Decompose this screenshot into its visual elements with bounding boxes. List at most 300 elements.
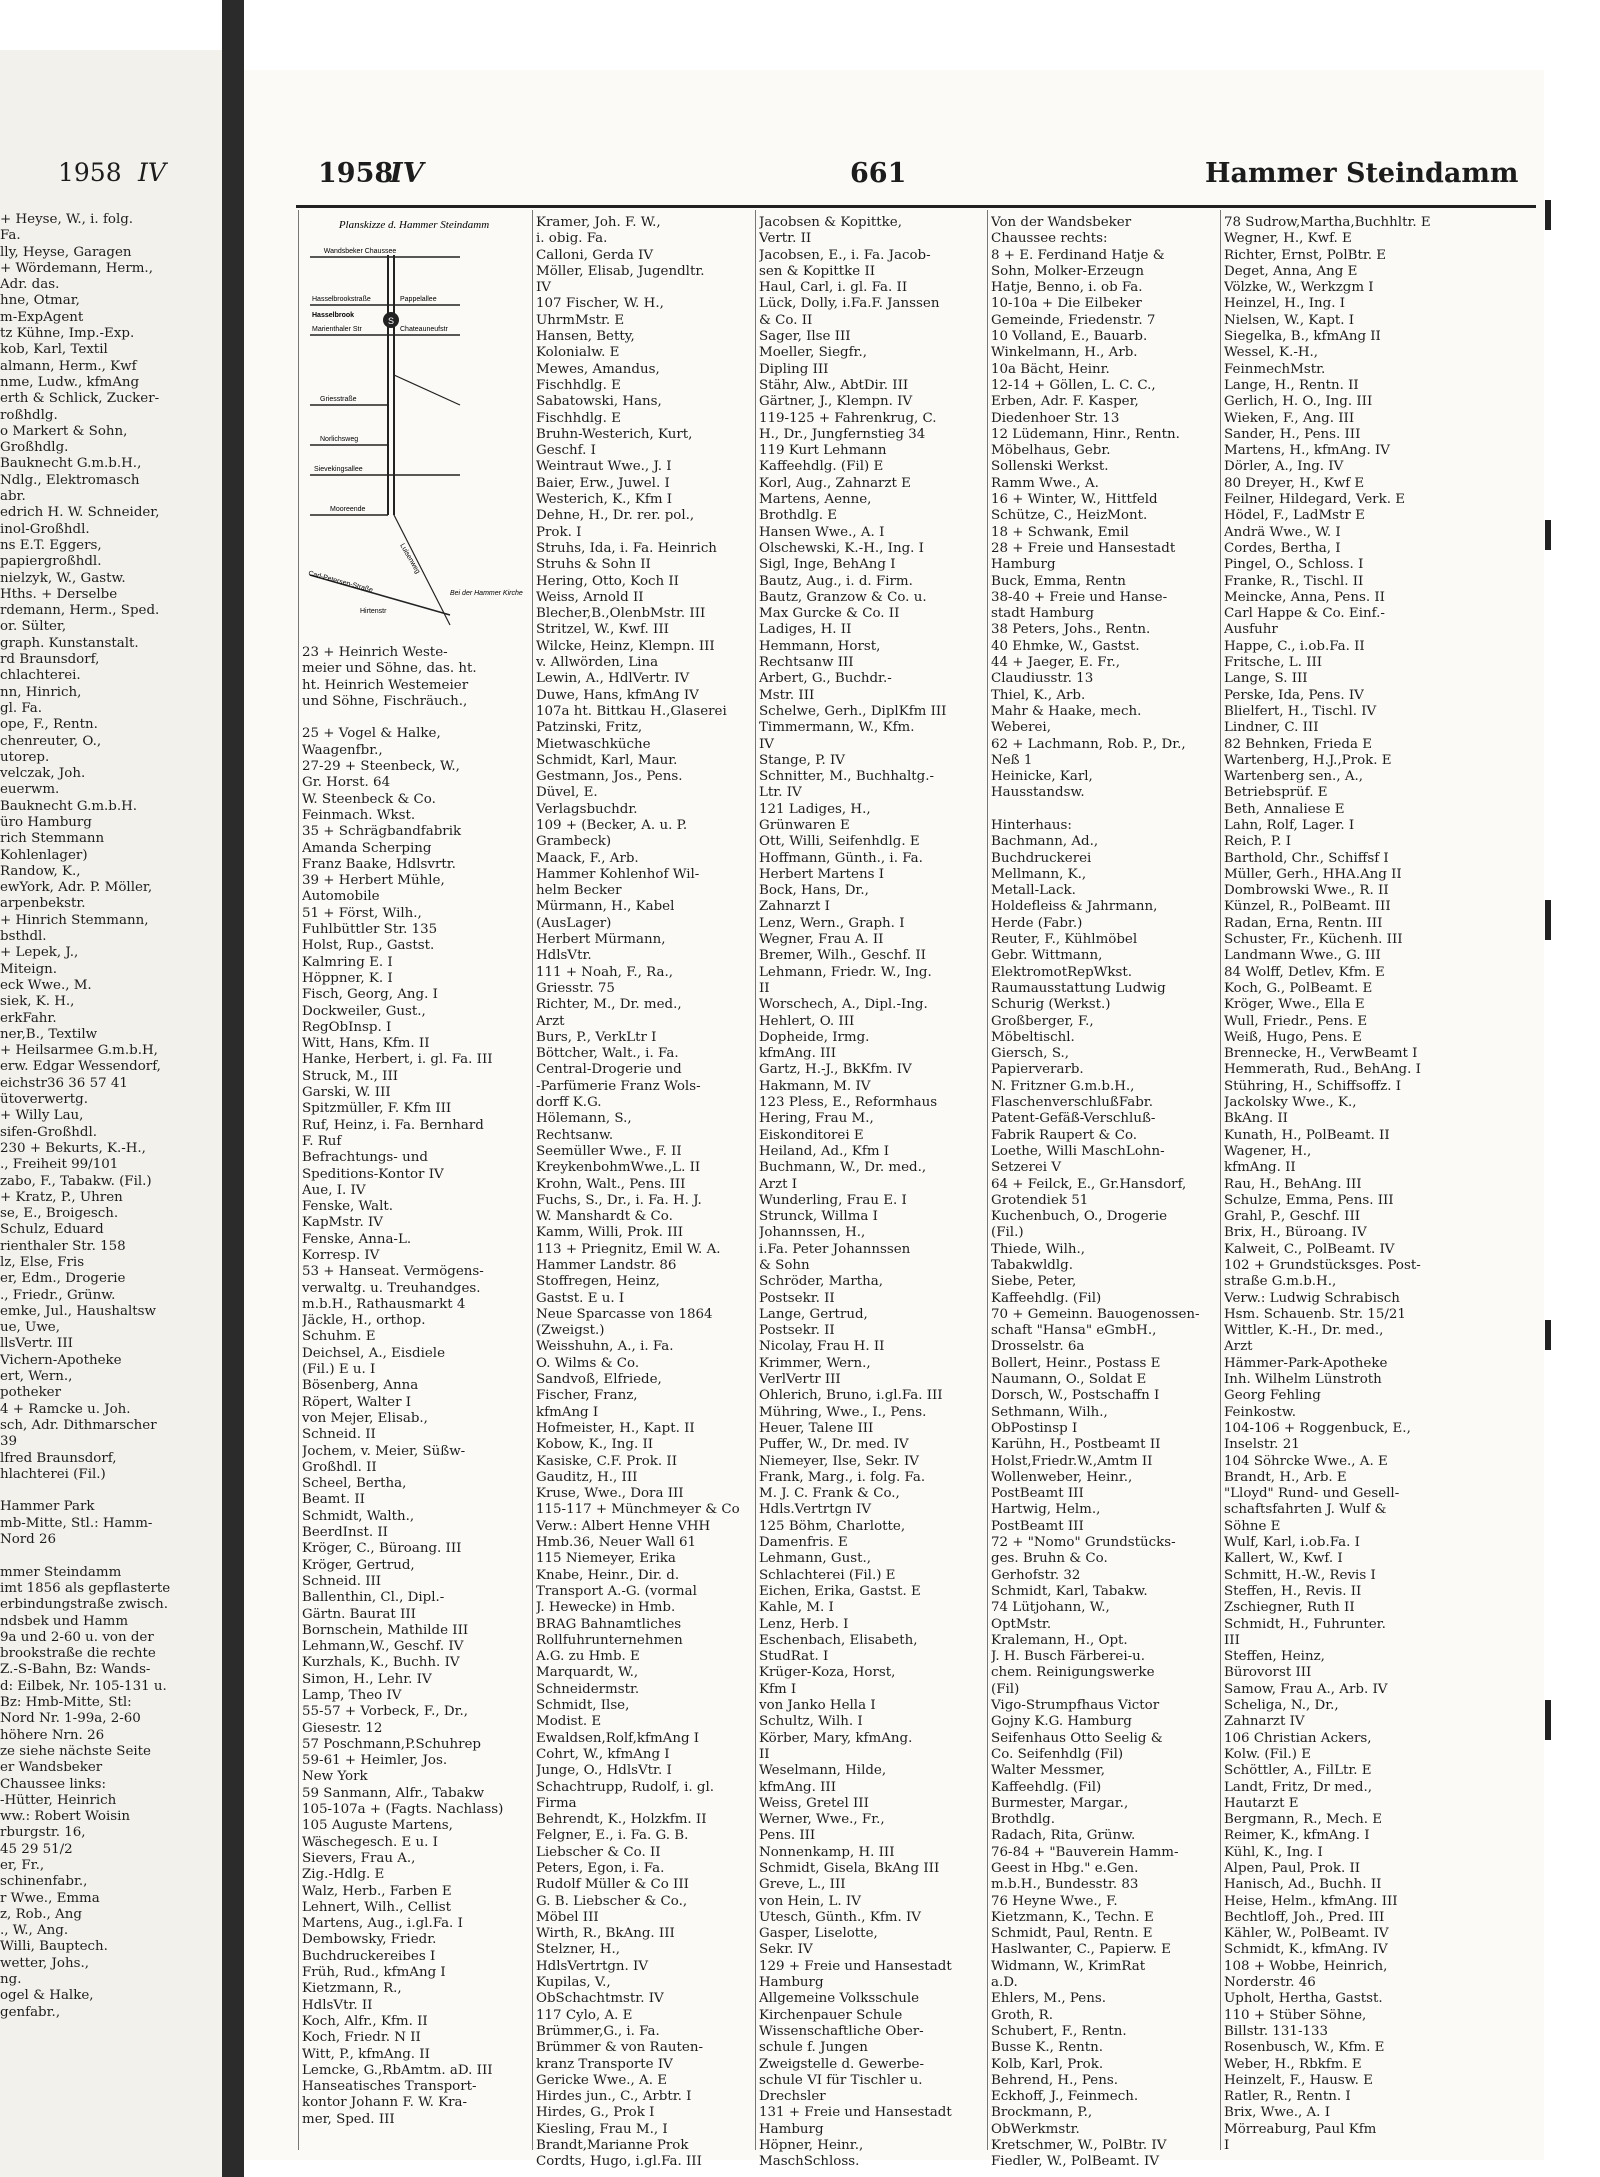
directory-entry: Hamburg xyxy=(759,2121,824,2137)
directory-entry: Dehne, H., Dr. rer. pol., xyxy=(536,508,695,524)
directory-entry: Gärtn. Baurat III xyxy=(302,1606,416,1622)
directory-entry: Rechtsanw. xyxy=(536,1127,614,1143)
directory-entry: Brockmann, P., xyxy=(991,2105,1093,2121)
directory-entry: Seemüller Wwe., F. II xyxy=(536,1143,682,1159)
directory-entry: (Fil) xyxy=(991,1681,1020,1697)
directory-entry: Dorsch, W., Postschaffn I xyxy=(991,1388,1160,1404)
directory-entry: ElektromotRepWkst. xyxy=(991,964,1133,980)
directory-entry: 9a und 2-60 u. von der xyxy=(0,1629,154,1645)
directory-entry: Weintraut Wwe., J. I xyxy=(536,459,672,475)
directory-entry: Schröder, Martha, xyxy=(759,1274,884,1290)
directory-entry: PostBeamt III xyxy=(991,1518,1084,1534)
directory-entry: Schurig (Werkst.) xyxy=(991,997,1111,1013)
directory-entry: 119-125 + Fahrenkrug, C. xyxy=(759,410,937,426)
directory-entry: + Wördemann, Herm., xyxy=(0,260,153,276)
directory-entry: Gasper, Liselotte, xyxy=(759,1926,878,1942)
directory-entry: ns E.T. Eggers, xyxy=(0,537,102,553)
directory-entry: Kruse, Wwe., Dora III xyxy=(536,1486,684,1502)
directory-entry: Maack, F., Arb. xyxy=(536,850,639,866)
directory-entry: Grambeck) xyxy=(536,834,612,850)
directory-entry: rburgstr. 16, xyxy=(0,1825,86,1841)
directory-entry: kob, Karl, Textil xyxy=(0,342,108,358)
directory-entry: Gärtner, J., Klempn. IV xyxy=(759,394,913,410)
directory-entry: Kaffeehdlg. (Fil) E xyxy=(759,459,884,475)
directory-entry: Heinzelt, F., Hausw. E xyxy=(1224,2072,1373,2088)
directory-entry: rd Braunsdorf, xyxy=(0,652,100,668)
page-number: 661 xyxy=(850,158,907,189)
directory-entry: ue, Uwe, xyxy=(0,1320,60,1336)
directory-entry: ., W., Ang. xyxy=(0,1923,69,1939)
directory-entry: sifen-Großhdl. xyxy=(0,1124,98,1140)
directory-entry: Mühring, Wwe., I., Pens. xyxy=(759,1404,927,1420)
directory-entry xyxy=(991,802,1217,818)
directory-entry: Jackolsky Wwe., K., xyxy=(1224,1095,1357,1111)
directory-entry: 45 29 51/2 xyxy=(0,1841,73,1857)
directory-entry: Grünwaren E xyxy=(759,817,850,833)
directory-entry: erbindungstraße zwisch. xyxy=(0,1597,169,1613)
directory-entry: J. Hewecke) in Hmb. xyxy=(536,1600,676,1616)
directory-entry: Schultz, Wilh. I xyxy=(759,1714,863,1730)
directory-entry: 25 + Vogel & Halke, xyxy=(302,726,441,742)
directory-entry: Hamburg xyxy=(759,1975,824,1991)
directory-entry: II xyxy=(759,1746,770,1762)
directory-entry: Cohrt, W., kfmAng I xyxy=(536,1746,670,1762)
directory-entry: Franke, R., Tischl. II xyxy=(1224,573,1364,589)
directory-entry: Koch, G., PolBeamt. E xyxy=(1224,980,1373,996)
directory-entry: d: Eilbek, Nr. 105-131 u. xyxy=(0,1678,167,1694)
directory-entry: Eichen, Erika, Gastst. E xyxy=(759,1583,921,1599)
directory-entry: nn, Hinrich, xyxy=(0,684,82,700)
directory-entry: Wegner, Frau A. II xyxy=(759,932,884,948)
directory-entry: Struhs, Ida, i. Fa. Heinrich xyxy=(536,540,717,556)
directory-entry: Weisshuhn, A., i. Fa. xyxy=(536,1339,674,1355)
directory-entry: 108 + Wobbe, Heinrich, xyxy=(1224,1958,1388,1974)
directory-entry: Modist. E xyxy=(536,1714,602,1730)
directory-entry: Spitzmüller, F. Kfm III xyxy=(302,1101,452,1117)
sketch-label: Bei der Hammer Kirche xyxy=(450,590,523,597)
directory-entry: Widmann, W., KrimRat xyxy=(991,1958,1146,1974)
directory-entry: Düvel, E. xyxy=(536,785,598,801)
directory-entry: Jäckle, H., orthop. xyxy=(302,1313,426,1329)
directory-entry: Feinkostw. xyxy=(1224,1404,1296,1420)
directory-entry: Walz, Herb., Farben E xyxy=(302,1883,452,1899)
directory-entry: von Hein, L. IV xyxy=(759,1893,861,1909)
directory-entry: Siebe, Peter, xyxy=(991,1274,1077,1290)
edge-mark xyxy=(1545,1320,1551,1350)
directory-entry: Fenske, Walt. xyxy=(302,1199,394,1215)
directory-entry: Sander, H., Pens. III xyxy=(1224,426,1361,442)
directory-entry: Schlachterei (Fil.) E xyxy=(759,1567,896,1583)
directory-entry: Lehmann, Gust., xyxy=(759,1551,871,1567)
directory-entry: Hering, Otto, Koch II xyxy=(536,573,679,589)
directory-entry: Naumann, O., Soldat E xyxy=(991,1372,1147,1388)
directory-entry: chlachterei. xyxy=(0,668,81,684)
sketch-label: Carl-Petersen-Straße xyxy=(307,570,374,595)
directory-entry: Gebr. Wittmann, xyxy=(991,948,1103,964)
directory-entry: Herbert Martens I xyxy=(759,866,884,882)
directory-entry: Kfm I xyxy=(759,1681,797,1697)
directory-entry: M. J. C. Frank & Co., xyxy=(759,1486,900,1502)
directory-entry: kfmAng. III xyxy=(759,1779,837,1795)
directory-entry: Feilner, Hildegard, Verk. E xyxy=(1224,492,1405,508)
directory-entry: Bz: Hmb-Mitte, Stl: xyxy=(0,1695,132,1711)
directory-entry: Wunderling, Frau E. I xyxy=(759,1192,907,1208)
directory-entry: Drosselstr. 6a xyxy=(991,1339,1085,1355)
directory-entry: Ladiges, H. II xyxy=(759,622,852,638)
directory-entry: Röpert, Walter I xyxy=(302,1394,412,1410)
directory-entry: Dörler, A., Ing. IV xyxy=(1224,459,1344,475)
directory-entry: Dopheide, Irmg. xyxy=(759,1029,870,1045)
directory-entry: 129 + Freie und Hansestadt xyxy=(759,1958,952,1974)
directory-entry: 10 Volland, E., Bauarb. xyxy=(991,329,1148,345)
directory-entry: kfmAng I xyxy=(536,1404,599,1420)
directory-entry: Heiland, Ad., Kfm I xyxy=(759,1143,890,1159)
directory-entry: rdemann, Herm., Sped. xyxy=(0,603,160,619)
directory-entry: ObSchachtmstr. IV xyxy=(536,1991,664,2007)
directory-entry: Zweigstelle d. Gewerbe- xyxy=(759,2056,924,2072)
directory-entry: Gr. Horst. 64 xyxy=(302,775,391,791)
directory-entry: Wissenschaftliche Ober- xyxy=(759,2023,924,2039)
directory-entry: Ohlerich, Bruno, i.gl.Fa. III xyxy=(759,1388,943,1404)
directory-entry: ., Friedr., Grünw. xyxy=(0,1287,116,1303)
directory-entry: Randow, K., xyxy=(0,863,81,879)
directory-entry: Schmitt, H.-W., Revis I xyxy=(1224,1567,1376,1583)
directory-entry: Rau, H., BehAng. III xyxy=(1224,1176,1362,1192)
directory-entry: üro Hamburg xyxy=(0,814,92,830)
directory-entry: Cordts, Hugo, i.gl.Fa. III xyxy=(536,2154,702,2170)
directory-entry: Holst, Rup., Gastst. xyxy=(302,938,435,954)
directory-entry: Z.-S-Bahn, Bz: Wands- xyxy=(0,1662,151,1678)
directory-entry: arpenbekstr. xyxy=(0,896,86,912)
directory-entry: Kohlenlager) xyxy=(0,847,88,863)
directory-entry: 110 + Stüber Söhne, xyxy=(1224,2007,1367,2023)
directory-entry: velczak, Joh. xyxy=(0,766,86,782)
directory-entry: Damenfris. E xyxy=(759,1535,848,1551)
directory-entry: siek, K. H., xyxy=(0,994,75,1010)
directory-entry: Wirth, R., BkAng. III xyxy=(536,1926,675,1942)
directory-entry: Greve, L., III xyxy=(759,1877,846,1893)
directory-entry: Möller, Elisab, Jugendltr. xyxy=(536,263,705,279)
directory-entry: Witt, Hans, Kfm. II xyxy=(302,1036,430,1052)
directory-entry: New York xyxy=(302,1769,368,1785)
directory-entry: Schmidt, Karl, Tabakw. xyxy=(991,1583,1148,1599)
directory-entry: Schelwe, Gerh., DiplKfm III xyxy=(759,703,947,719)
directory-entry: Landt, Fritz, Dr med., xyxy=(1224,1779,1372,1795)
directory-entry: Martens, H., kfmAng. IV xyxy=(1224,443,1390,459)
directory-entry: Sigl, Inge, BehAng I xyxy=(759,557,896,573)
directory-entry: VerlVertr III xyxy=(759,1372,841,1388)
directory-entry: 53 + Hanseat. Vermögens- xyxy=(302,1264,484,1280)
directory-entry: Kiesling, Frau M., I xyxy=(536,2121,668,2137)
directory-entry: 39 xyxy=(0,1434,18,1450)
directory-entry: Bauknecht G.m.b.H. xyxy=(0,798,138,814)
directory-entry: Völzke, W., Werkzgm I xyxy=(1224,280,1374,296)
directory-entry: abr. xyxy=(0,489,26,505)
directory-entry: potheker xyxy=(0,1385,62,1401)
directory-entry: Heinzel, H., Ing. I xyxy=(1224,296,1346,312)
directory-entry: Behrend, H., Pens. xyxy=(991,2072,1118,2088)
directory-entry: O. Wilms & Co. xyxy=(536,1355,640,1371)
directory-entry: RegObInsp. I xyxy=(302,1019,392,1035)
directory-entry: Neß 1 xyxy=(991,752,1033,768)
directory-entry: Richter, M., Dr. med., xyxy=(536,997,682,1013)
scan-edge xyxy=(1544,0,1600,2177)
directory-entry: Rosenbusch, W., Kfm. E xyxy=(1224,2040,1385,2056)
directory-entry: zabo, F., Tabakw. (Fil.) xyxy=(0,1173,152,1189)
directory-entry: sch, Adr. Dithmarscher xyxy=(0,1417,157,1433)
directory-entry: Mürmann, H., Kabel xyxy=(536,899,675,915)
directory-entry: Kühl, K., Ing. I xyxy=(1224,1844,1323,1860)
directory-entry: Diedenhoer Str. 13 xyxy=(991,410,1120,426)
directory-entry: Arzt xyxy=(536,1013,565,1029)
directory-entry: kontor Johann F. W. Kra- xyxy=(302,2095,468,2111)
directory-entry: Gartz, H.-J., BkKfm. IV xyxy=(759,1062,912,1078)
directory-entry: Nord Nr. 1-99a, 2-60 xyxy=(0,1711,141,1727)
directory-entry: Kunath, H., PolBeamt. II xyxy=(1224,1127,1390,1143)
directory-entry: Heise, Helm., kfmAng. III xyxy=(1224,1893,1398,1909)
directory-entry: Eiskonditorei E xyxy=(759,1127,864,1143)
directory-entry: m-ExpAgent xyxy=(0,309,84,325)
directory-entry: KreykenbohmWwe.,L. II xyxy=(536,1160,701,1176)
directory-entry: Hmb.36, Neuer Wall 61 xyxy=(536,1535,697,1551)
directory-entry: 35 + Schrägbandfabrik xyxy=(302,824,462,840)
directory-entry: Seifenhaus Otto Seelig & xyxy=(991,1730,1163,1746)
directory-entry: und Söhne, Fischräuch., xyxy=(302,693,468,709)
directory-entry: kfmAng. II xyxy=(1224,1160,1296,1176)
directory-entry: + Heyse, W., i. folg. xyxy=(0,212,134,227)
directory-entry: Stange, P. IV xyxy=(759,752,845,768)
directory-entry: Hammer Kohlenhof Wil- xyxy=(536,866,700,882)
street-heading: Hammer Steindamm xyxy=(1205,158,1519,189)
directory-entry: Schneid. II xyxy=(302,1427,376,1443)
edge-mark xyxy=(1545,520,1551,550)
directory-entry: höhere Nrn. 26 xyxy=(0,1727,105,1743)
directory-entry: m.b.H., Rathausmarkt 4 xyxy=(302,1296,466,1312)
directory-entry: ert, Wern., xyxy=(0,1369,73,1385)
directory-entry: Hemmerath, Rud., BehAng. I xyxy=(1224,1062,1421,1078)
directory-entry: (Zweigst.) xyxy=(536,1323,605,1339)
directory-entry: Hatje, Benno, i. ob Fa. xyxy=(991,280,1143,296)
directory-entry: ze siehe nächste Seite xyxy=(0,1743,151,1759)
directory-entry: bsthdl. xyxy=(0,929,47,945)
directory-entry: HdlsVtr. II xyxy=(302,1997,373,2013)
right-header-year: 1958 xyxy=(318,158,394,189)
directory-entry: Transport A.-G. (vormal xyxy=(536,1583,697,1599)
directory-entry: Weberei, xyxy=(991,720,1051,736)
sketch-label: Luisenweg xyxy=(398,542,422,575)
directory-entry: Schmidt, Karl, Maur. xyxy=(536,752,678,768)
directory-entry: Heuer, Talene III xyxy=(759,1420,874,1436)
directory-entry: Söhne E xyxy=(1224,1518,1281,1534)
directory-entry: Dipling III xyxy=(759,361,829,377)
sketch-label: Griesstraße xyxy=(320,396,357,403)
directory-entry: Sohn, Molker-Erzeugn xyxy=(991,263,1144,279)
directory-entry: Bollert, Heinr., Postass E xyxy=(991,1355,1161,1371)
directory-entry: N. Fritzner G.m.b.H., xyxy=(991,1078,1135,1094)
directory-entry: Adr. das. xyxy=(0,277,60,293)
directory-entry: Lewin, A., HdlVertr. IV xyxy=(536,671,690,687)
directory-entry: Postsekr. II xyxy=(759,1323,835,1339)
directory-entry: lly, Heyse, Garagen xyxy=(0,244,132,260)
directory-entry: Kolb, Karl, Prok. xyxy=(991,2056,1104,2072)
directory-entry: Buchdruckerei xyxy=(991,850,1092,866)
directory-entry: almann, Herm., Kwf xyxy=(0,358,137,374)
directory-entry: Dembowsky, Friedr. xyxy=(302,1932,437,1948)
directory-entry: III xyxy=(1224,1632,1240,1648)
directory-entry: II xyxy=(759,980,770,996)
directory-entry: i. obig. Fa. xyxy=(536,231,608,247)
directory-entry: (Fil.) xyxy=(991,1225,1024,1241)
directory-entry: Ballenthin, Cl., Dipl.- xyxy=(302,1590,445,1606)
directory-entry: Hartwig, Helm., xyxy=(991,1502,1101,1518)
directory-entry: -Hütter, Heinrich xyxy=(0,1792,117,1808)
directory-entry: Moeller, Siegfr., xyxy=(759,345,867,361)
directory-entry: z, Rob., Ang xyxy=(0,1906,82,1922)
sketch-label: Mooreende xyxy=(330,506,366,513)
directory-entry: Verw.: Ludwig Schrabisch xyxy=(1224,1290,1400,1306)
directory-entry: Hanke, Herbert, i. gl. Fa. III xyxy=(302,1052,493,1068)
directory-entry: Wittler, K.-H., Dr. med., xyxy=(1224,1323,1384,1339)
directory-entry: HdlsVtr. xyxy=(536,948,592,964)
directory-entry: lz, Else, Fris xyxy=(0,1255,85,1270)
directory-entry: W. Steenbeck & Co. xyxy=(302,791,436,807)
directory-entry: Böttcher, Walt., i. Fa. xyxy=(536,1046,679,1062)
directory-entry: Kupilas, V., xyxy=(536,1975,611,1991)
directory-entry: ObWerkmstr. xyxy=(991,2121,1080,2137)
directory-entry: Mahr & Haake, mech. xyxy=(991,703,1142,719)
directory-entry: Bauknecht G.m.b.H., xyxy=(0,456,142,472)
directory-entry: Werner, Wwe., Fr., xyxy=(759,1812,885,1828)
directory-entry: Krohn, Walt., Pens. III xyxy=(536,1176,686,1192)
directory-entry: Kallert, W., Kwf. I xyxy=(1224,1551,1343,1567)
directory-entry: Lenz, Herb. I xyxy=(759,1616,849,1632)
directory-entry: Frank, Marg., i. folg. Fa. xyxy=(759,1469,926,1485)
directory-entry: 16 + Winter, W., Hittfeld xyxy=(991,492,1158,508)
directory-entry: Gauditz, H., III xyxy=(536,1469,638,1485)
directory-entry: Scheliga, N., Dr., xyxy=(1224,1698,1339,1714)
directory-entry: Carl Happe & Co. Einf.- xyxy=(1224,606,1385,622)
directory-entry: Gerhofstr. 32 xyxy=(991,1567,1081,1583)
directory-entry: Schneid. III xyxy=(302,1573,382,1589)
directory-entry: Schubert, F., Rentn. xyxy=(991,2023,1127,2039)
directory-entry: 4 + Ramcke u. Joh. xyxy=(0,1401,131,1417)
directory-entry: brookstraße die rechte xyxy=(0,1646,156,1662)
directory-entry: Künzel, R., PolBeamt. III xyxy=(1224,899,1391,915)
directory-entry: Kalmring E. I xyxy=(302,954,393,970)
edge-mark xyxy=(1545,1700,1551,1740)
directory-entry: I xyxy=(1224,2138,1230,2154)
directory-entry: tz Kühne, Imp.-Exp. xyxy=(0,326,135,342)
directory-entry: v. Allwörden, Lina xyxy=(536,655,659,671)
directory-entry: H., Dr., Jungfernstieg 34 xyxy=(759,426,926,442)
directory-entry: Bergmann, R., Mech. E xyxy=(1224,1812,1383,1828)
directory-entry: Dombrowski Wwe., R. II xyxy=(1224,883,1389,899)
directory-column-2 xyxy=(536,215,752,2171)
directory-entry: Rollfuhrunternehmen xyxy=(536,1632,683,1648)
directory-entry: Bornschein, Mathilde III xyxy=(302,1622,469,1638)
directory-entry: Zig.-Hdlg. E xyxy=(302,1867,385,1883)
directory-entry: Pingel, O., Schloss. I xyxy=(1224,557,1364,573)
directory-entry: OptMstr. xyxy=(991,1616,1052,1632)
directory-entry: Marquardt, W., xyxy=(536,1665,639,1681)
directory-entry: ewYork, Adr. P. Möller, xyxy=(0,880,153,896)
column-divider xyxy=(298,210,299,2150)
directory-entry: Koch, Friedr. N II xyxy=(302,2030,421,2046)
directory-entry: Körber, Mary, kfmAng. xyxy=(759,1730,913,1746)
directory-entry: ütoverwertg. xyxy=(0,1092,88,1108)
directory-entry: Möbelhaus, Gebr. xyxy=(991,443,1111,459)
directory-entry: Schnitter, M., Buchhaltg.- xyxy=(759,769,935,785)
directory-entry: Lange, Gertrud, xyxy=(759,1306,868,1322)
directory-entry: Wollenweber, Heinr., xyxy=(991,1469,1133,1485)
directory-entry: Mörreaburg, Paul Kfm xyxy=(1224,2121,1377,2137)
directory-entry: Wieken, F., Ang. III xyxy=(1224,410,1355,426)
directory-entry: Kietzmann, K., Techn. E xyxy=(991,1909,1154,1925)
directory-entry: Puffer, W., Dr. med. IV xyxy=(759,1437,909,1453)
directory-entry: 64 + Feilck, E., Gr.Hansdorf, xyxy=(991,1176,1187,1192)
directory-entry: Speditions-Kontor IV xyxy=(302,1166,444,1182)
column-divider xyxy=(987,210,988,2150)
directory-entry: Hakmann, M. IV xyxy=(759,1078,871,1094)
directory-entry: Walter Messmer, xyxy=(991,1763,1106,1779)
directory-entry: Korl, Aug., Zahnarzt E xyxy=(759,475,911,491)
directory-entry: 59 Sanmann, Alfr., Tabakw xyxy=(302,1785,485,1801)
directory-entry: Korresp. IV xyxy=(302,1247,380,1263)
directory-entry: Johannssen, H., xyxy=(759,1225,866,1241)
directory-entry: Prok. I xyxy=(536,524,582,540)
directory-entry: W. Manshardt & Co. xyxy=(536,1209,673,1225)
directory-entry: rich Stemmann xyxy=(0,831,105,847)
directory-entry: Schuhm. E xyxy=(302,1329,376,1345)
directory-entry: 107 Fischer, W. H., xyxy=(536,296,664,312)
directory-entry: 131 + Freie und Hansestadt xyxy=(759,2105,952,2121)
directory-entry: 111 + Noah, F., Ra., xyxy=(536,964,674,980)
directory-entry: Grotendiek 51 xyxy=(991,1192,1089,1208)
directory-entry: Thiede, Wilh., xyxy=(991,1241,1086,1257)
directory-entry: Utesch, Günth., Kfm. IV xyxy=(759,1909,921,1925)
directory-entry: Liebscher & Co. II xyxy=(536,1844,661,1860)
directory-entry: Co. Seifenhdlg (Fil) xyxy=(991,1746,1124,1762)
directory-entry: Papierverarb. xyxy=(991,1062,1084,1078)
directory-entry: Kirchenpauer Schule xyxy=(759,2007,903,2023)
directory-entry: Inselstr. 21 xyxy=(1224,1437,1300,1453)
directory-entry: 102 + Grundstücksges. Post- xyxy=(1224,1258,1421,1273)
directory-entry: Gojny K.G. Hamburg xyxy=(991,1714,1132,1730)
directory-entry: Hausstandsw. xyxy=(991,785,1085,801)
directory-entry: m.b.H., Bundesstr. 83 xyxy=(991,1877,1139,1893)
directory-entry: Blecher,B.,OlenbMstr. III xyxy=(536,606,706,622)
directory-entry: er Wandsbeker xyxy=(0,1760,103,1776)
directory-entry: + Lepek, J., xyxy=(0,945,79,961)
directory-entry: Aue, I. IV xyxy=(302,1182,366,1198)
directory-entry: 38 Peters, Johs., Rentn. xyxy=(991,622,1151,638)
directory-entry: Lange, H., Rentn. II xyxy=(1224,377,1359,393)
sketch-label: Chateauneufstr xyxy=(400,326,448,333)
directory-entry: ner,B., Textilw xyxy=(0,1026,98,1042)
directory-entry: Höppner, K. I xyxy=(302,970,393,986)
directory-entry: Kaffeehdlg. (Fil) xyxy=(991,1290,1102,1306)
directory-entry: Lehnert, Wilh., Cellist xyxy=(302,1899,452,1915)
directory-entry: se, E., Broigesch. xyxy=(0,1206,119,1222)
directory-entry: Verlagsbuchdr. xyxy=(536,801,638,817)
directory-entry: Steffen, Heinz, xyxy=(1224,1649,1325,1665)
directory-entry: ht. Heinrich Westemeier xyxy=(302,677,469,693)
directory-entry: Schneidermstr. xyxy=(536,1681,640,1697)
directory-entry: Waagenfbr., xyxy=(302,742,383,758)
directory-entry: Reich, P. I xyxy=(1224,834,1292,850)
directory-entry: 78 Sudrow,Martha,Buchhltr. E xyxy=(1224,215,1431,230)
directory-entry: 84 Wolff, Detlev, Kfm. E xyxy=(1224,964,1385,980)
